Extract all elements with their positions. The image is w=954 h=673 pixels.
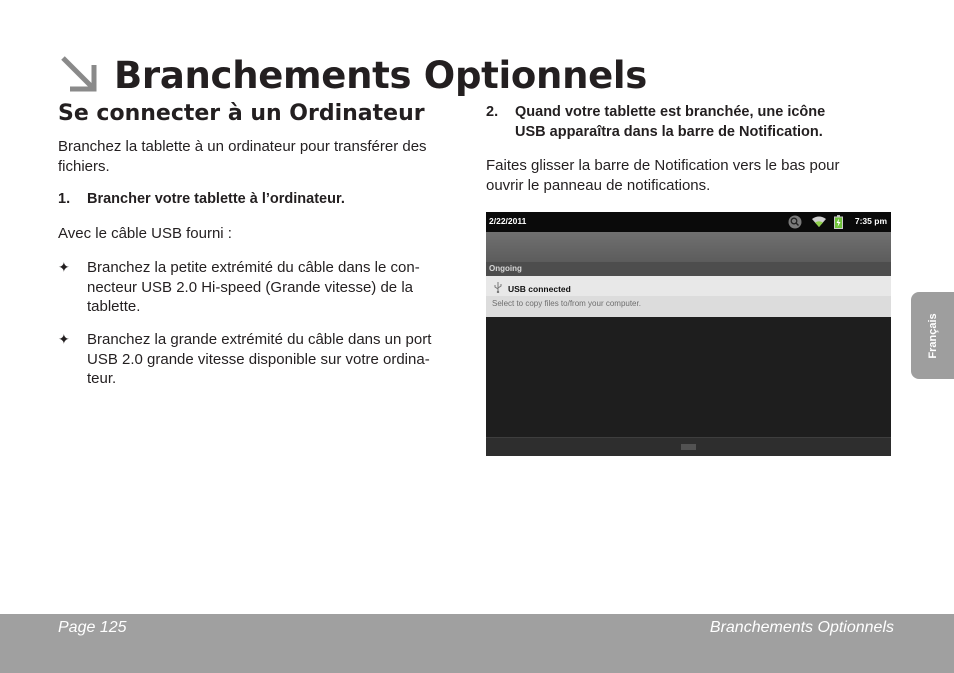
usb-icon <box>493 281 503 293</box>
step-number: 1. <box>58 191 71 207</box>
status-date: 2/22/2011 <box>489 216 527 226</box>
page-number: Page 125 <box>58 619 127 636</box>
notification-header-bar <box>486 232 891 262</box>
step-text: Brancher votre tablette à l’ordinateur. <box>87 191 345 207</box>
page-title-row <box>58 50 647 100</box>
notification-subtitle: Select to copy files to/from your computer. <box>492 299 641 308</box>
language-tab: Français <box>911 292 954 379</box>
panel-drag-bar[interactable] <box>486 437 891 456</box>
status-time: 7:35 pm <box>854 216 887 226</box>
step-number: 2. <box>486 104 499 120</box>
intro-paragraph: Branchez la tablette à un ordinateur pour transférer des fichiers. <box>58 138 427 175</box>
footer-section-title: Branchements Optionnels <box>709 619 894 636</box>
wifi-icon <box>811 216 827 228</box>
step-2: 2. Quand votre tablette est branchée, une icône USB apparaîtra dans la barre de Notification. <box>486 104 826 140</box>
step-1 <box>58 190 468 210</box>
notification-title: USB connected <box>508 284 571 294</box>
drag-handle-icon <box>681 444 696 450</box>
page-footer <box>0 614 954 673</box>
page-title: Branchements Optionnels <box>114 53 648 97</box>
cable-intro: Avec le câble USB fourni : <box>58 225 232 242</box>
bullet-item: ✦ Branchez la petite extrémité du câble dans le con- necteur USB 2.0 Hi-speed (Grande vitesse) de la tablette. <box>58 259 420 315</box>
section-title: Se connecter à un Ordinateur <box>58 101 425 126</box>
bullet-item: ✦ Branchez la grande extrémité du câble dans un port USB 2.0 grande vitesse disponible sur votre ordina- teur. <box>58 331 432 387</box>
search-icon <box>788 215 802 229</box>
bullet-star-icon: ✦ <box>58 259 70 275</box>
usb-notification[interactable] <box>486 276 891 317</box>
ongoing-header: Ongoing <box>486 262 891 276</box>
arrow-down-right-icon <box>58 53 102 97</box>
battery-icon <box>834 215 843 229</box>
bullet-star-icon: ✦ <box>58 331 70 347</box>
slide-paragraph: Faites glisser la barre de Notification vers le bas pour ouvrir le panneau de notifications. <box>486 157 840 194</box>
status-bar <box>486 212 891 232</box>
notification-panel-screenshot <box>486 212 891 456</box>
